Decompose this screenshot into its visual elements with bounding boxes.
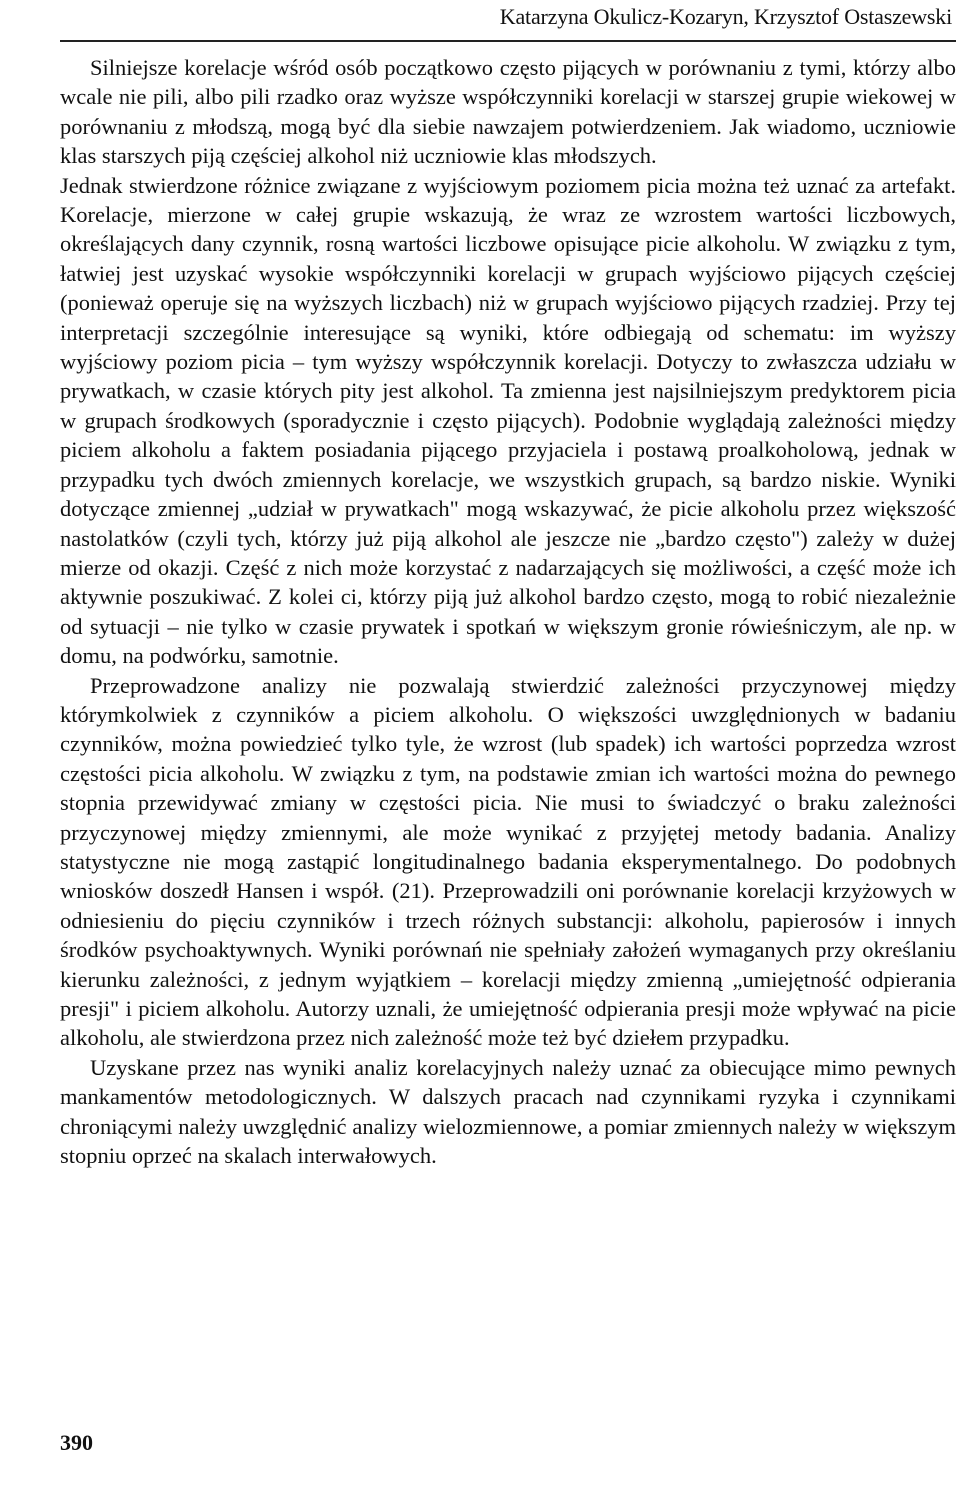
paragraph-2: Jednak stwierdzone różnice związane z wyjściowym poziomem picia można też uznać za artefakt. Korelacje, mierzone w całej grupie wskazują, że wraz ze wzrostem wartości liczbowych, określających dany czynnik, rosną wartości liczbowe opisujące picie alkoholu. W związku z tym, łatwiej jest uzyskać wysokie współczynniki korelacji w grupach wyjściowo pijących częściej (ponieważ operuje się na wyższych liczbach) niż w grupach wyjściowo pijących rzadziej. Przy tej interpretacji szczególnie interesujące są wyniki, które odbiegają od schematu: im wyższy wyjściowy poziom picia – tym wyższy współczynnik korelacji. Dotyczy to zwłaszcza udziału w prywatkach, w czasie których pity jest alkohol. Ta zmienna jest najsilniejszym predyktorem picia w grupach środkowych (sporadycznie i często pijących). Podobnie wyglądają zależności między piciem alkoholu a faktem posiadania pijącego przyjaciela i postawą proalkoholową, jednak w przypadku tych dwóch zmiennych korelacje, we wszystkich grupach, są bardzo niskie. Wyniki dotyczące zmiennej „udział w prywatkach" mogą wskazywać, że picie alkoholu przez większość nastolatków (czyli tych, którzy już piją alkohol ale jeszcze nie „bardzo często") zależy w dużej mierze od okazji. Część z nich może korzystać z nadarzających się możliwości, a część może ich aktywnie poszukiwać. Z kolei ci, którzy piją już alkohol bardzo często, mogą to robić niezależnie od sytuacji – nie tylko w czasie prywatek i spotkań w większym gronie rówieśniczym, ale np. w domu, na podwórku, samotnie. xyxy=(60,172,956,669)
paragraph-4: Uzyskane przez nas wyniki analiz korelacyjnych należy uznać za obiecujące mimo pewnych mankamentów metodologicznych. W dalszych pracach nad czynnikami ryzyka i czynnikami chroniącymi należy uwzględnić analizy wielozmiennowe, a pomiar zmiennych należy w większym stopniu oprzeć na skalach interwałowych. xyxy=(60,1054,956,1169)
paragraph-1: Silniejsze korelacje wśród osób początkowo często pijących w porównaniu z tymi, którzy albo wcale nie pili, albo pili rzadko oraz wyższe współczynniki korelacji w starszej grupie wiekowej w porównaniu z młodszą, mogą być dla siebie nawzajem potwierdzeniem. Jak wiadomo, uczniowie klas starszych piją częściej alkohol niż uczniowie klas młodszych. xyxy=(60,55,956,169)
running-header-authors: Katarzyna Okulicz-Kozaryn, Krzysztof Ostaszewski xyxy=(499,4,952,29)
header-divider xyxy=(60,40,956,42)
page-number: 390 xyxy=(60,1430,93,1455)
paragraph-3: Przeprowadzone analizy nie pozwalają stwierdzić zależności przyczynowej między którymkolwiek z czynników a piciem alkoholu. O większości uwzględnionych w badaniu czynników, można powiedzieć tylko tyle, że wzrost (lub spadek) ich wartości poprzedza wzrost częstości picia alkoholu. W związku z tym, na podstawie zmian ich wartości można do pewnego stopnia przewidywać zmiany w częstości picia. Nie musi to świadczyć o braku zależności przyczynowej między zmiennymi, ale może wynikać z przyjętej metody badania. Analizy statystyczne nie mogą zastąpić longitudinalnego badania eksperymentalnego. Do podobnych wniosków doszedł Hansen i współ. (21). Przeprowadzili oni porównanie korelacji krzyżowych w odniesieniu do pięciu czynników i trzech różnych substancji: alkoholu, papierosów i innych środków psychoaktywnych. Wyniki porównań nie spełniały założeń wymaganych przy określaniu kierunku zależności, z jednym wyjątkiem – korelacji między zmienną „umiejętność odpierania presji" i piciem alkoholu. Autorzy uznali, że umiejętność odpierania presji może wpływać na picie alkoholu, ale stwierdzona przez nich zależność może też być dziełem przypadku. xyxy=(60,672,956,1051)
page-body xyxy=(60,53,956,1170)
